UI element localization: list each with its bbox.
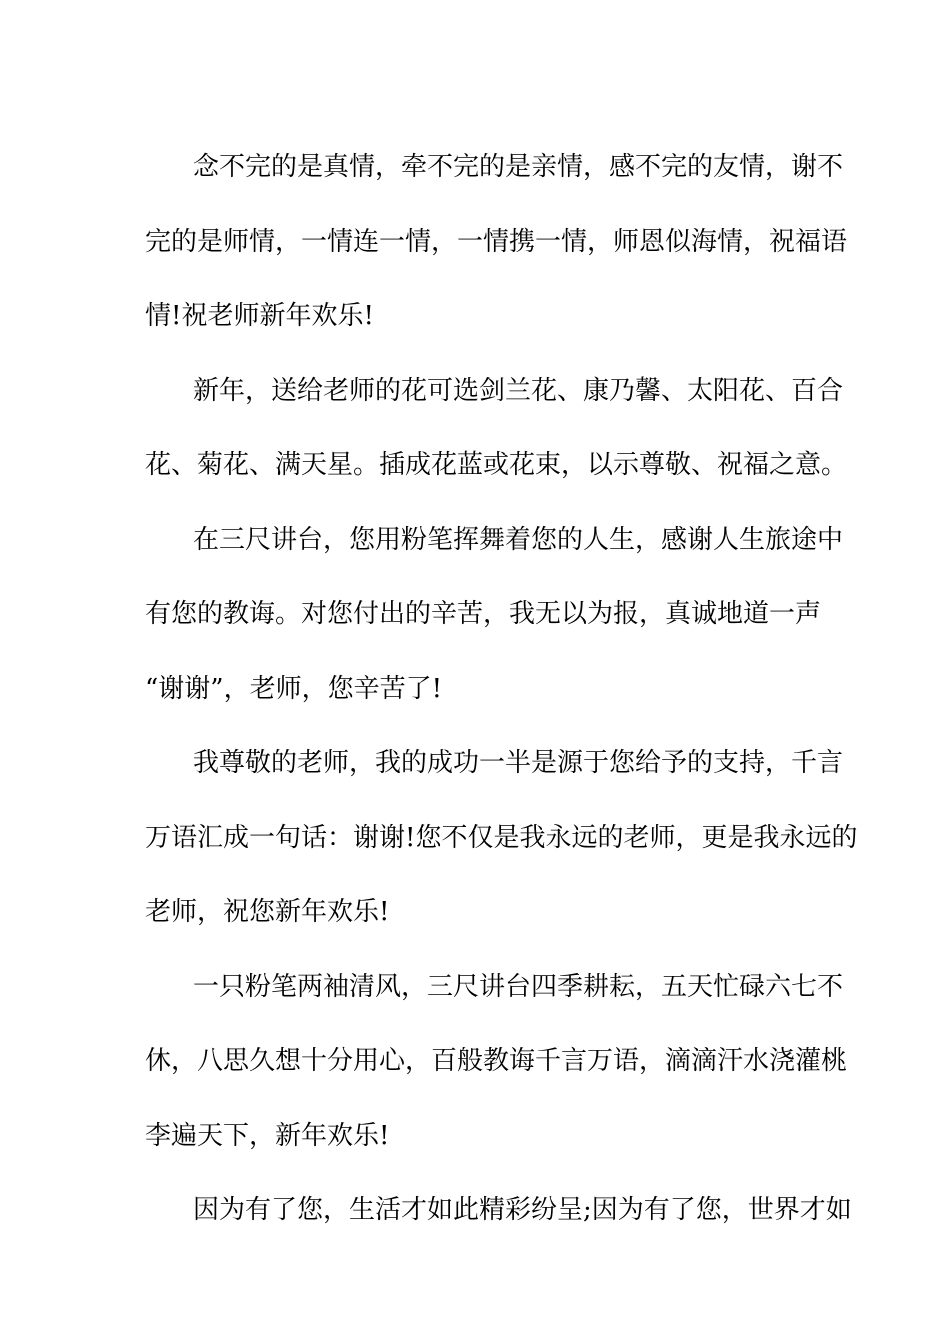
- paragraph-1: [145, 130, 848, 354]
- paragraph-line: 花、菊花、满天星。插成花蓝或花束，以示尊敬、祝福之意。: [145, 450, 848, 480]
- paragraph-line: 在三尺讲台，您用粉笔挥舞着您的人生，感谢人生旅途中: [193, 524, 844, 555]
- paragraph-line: 万语汇成一句话：谢谢!您不仅是我永远的老师，更是我永远的: [145, 822, 858, 853]
- body-text: [145, 130, 858, 1248]
- paragraph-line: “谢谢”，老师，您辛苦了!: [145, 673, 443, 704]
- paragraph-5: [145, 950, 848, 1174]
- paragraph-3: [145, 503, 844, 727]
- paragraph-line: 李遍天下，新年欢乐!: [145, 1120, 390, 1151]
- paragraph-line: 情!祝老师新年欢乐!: [145, 301, 374, 331]
- paragraph-line: 一只粉笔两袖清风，三尺讲台四季耕耘，五天忙碌六七不: [193, 971, 844, 1002]
- paragraph-2: [145, 354, 848, 503]
- paragraph-line: 有您的教诲。对您付出的辛苦，我无以为报，真诚地道一声: [145, 599, 822, 629]
- paragraph-6: [145, 1173, 852, 1248]
- paragraph-line: 念不完的是真情，牵不完的是亲情，感不完的友情，谢不: [193, 152, 844, 182]
- paragraph-line: 老师，祝您新年欢乐!: [145, 897, 390, 927]
- paragraph-4: [145, 726, 858, 950]
- paragraph-line: 休，八思久想十分用心，百般教诲千言万语，滴滴汗水浇灌桃: [145, 1046, 848, 1076]
- paragraph-line: 新年，送给老师的花可选剑兰花、康乃馨、太阳花、百合: [193, 375, 844, 406]
- paragraph-line: 我尊敬的老师，我的成功一半是源于您给予的支持，千言: [193, 748, 844, 778]
- paragraph-line: 因为有了您，生活才如此精彩纷呈;因为有了您，世界才如: [193, 1195, 852, 1225]
- paragraph-line: 完的是师情，一情连一情，一情携一情，师恩似海情，祝福语: [145, 226, 848, 257]
